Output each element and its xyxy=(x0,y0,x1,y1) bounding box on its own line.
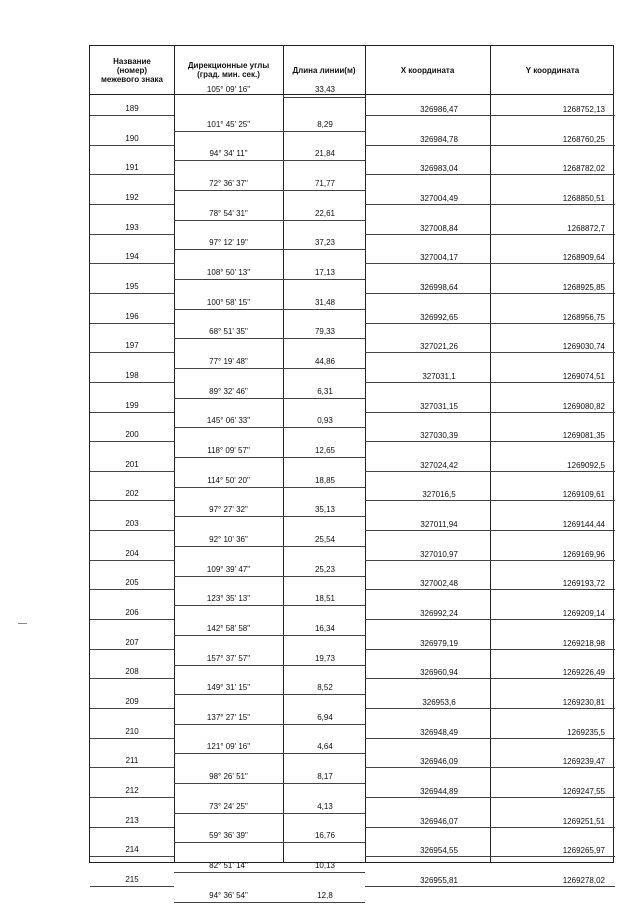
point-rule-x xyxy=(365,619,490,620)
segment-rule-length xyxy=(283,427,365,428)
point-rule-name xyxy=(90,382,174,383)
point-name: 207 xyxy=(125,637,139,647)
point-y: 1269169,96 xyxy=(562,549,605,559)
point-rule-name xyxy=(90,174,174,175)
segment-angle: 157° 37' 57" xyxy=(206,653,251,663)
segment-length: 21,84 xyxy=(314,149,336,159)
point-rule-x xyxy=(365,263,490,264)
point-rule-x xyxy=(365,767,490,768)
segment-angle: 100° 58' 15" xyxy=(206,297,251,307)
segment-rule-angle xyxy=(174,605,283,606)
segment-rule-length xyxy=(283,160,365,161)
point-y: 1268909,64 xyxy=(562,253,605,263)
segment-rule-length xyxy=(283,516,365,517)
segment-length: 8,29 xyxy=(317,119,333,129)
segment-rule-angle xyxy=(174,694,283,695)
segment-rule-angle xyxy=(174,724,283,725)
first-segment-rule xyxy=(283,97,365,98)
segment-rule-length xyxy=(283,902,365,903)
point-rule-y xyxy=(490,708,615,709)
point-name: 195 xyxy=(125,281,139,291)
point-name: 210 xyxy=(125,726,139,736)
segment-rule-angle xyxy=(174,516,283,517)
point-name: 213 xyxy=(125,815,139,825)
boundary-coordinates-table xyxy=(89,45,614,900)
point-rule-x xyxy=(365,174,490,175)
point-rule-x xyxy=(365,708,490,709)
segment-rule-length xyxy=(283,576,365,577)
point-rule-x xyxy=(365,382,490,383)
point-x: 327002,48 xyxy=(420,579,458,589)
point-y: 1268760,25 xyxy=(562,134,605,144)
point-rule-name xyxy=(90,145,174,146)
point-rule-y xyxy=(490,263,615,264)
point-rule-x xyxy=(365,234,490,235)
segment-length: 18,51 xyxy=(314,594,336,604)
point-rule-name xyxy=(90,886,174,887)
point-x: 327011,94 xyxy=(420,520,458,530)
point-x: 326992,65 xyxy=(420,312,458,322)
segment-length: 4,13 xyxy=(317,801,333,811)
segment-rule-angle xyxy=(174,872,283,873)
point-name: 194 xyxy=(125,252,139,262)
point-rule-y xyxy=(490,649,615,650)
point-rule-x xyxy=(365,441,490,442)
point-name: 205 xyxy=(125,578,139,588)
point-rule-y xyxy=(490,174,615,175)
point-name: 196 xyxy=(125,311,139,321)
column-divider xyxy=(283,46,284,862)
segment-rule-length xyxy=(283,249,365,250)
segment-rule-angle xyxy=(174,398,283,399)
segment-angle: 145° 06' 33" xyxy=(206,416,251,426)
point-rule-x xyxy=(365,678,490,679)
segment-rule-angle xyxy=(174,309,283,310)
segment-rule-angle xyxy=(174,249,283,250)
segment-angle: 109° 39' 47" xyxy=(206,564,251,574)
segment-angle: 118° 09' 57" xyxy=(207,445,250,455)
segment-rule-angle xyxy=(174,160,283,161)
point-y: 1269030,74 xyxy=(562,342,605,352)
header-y: Y координата xyxy=(525,65,580,75)
segment-angle: 89° 32' 46" xyxy=(209,386,248,396)
segment-angle: 94° 34' 11" xyxy=(209,149,248,159)
point-x: 327010,97 xyxy=(420,549,458,559)
point-x: 326979,19 xyxy=(420,638,458,648)
segment-length: 6,31 xyxy=(317,386,333,396)
point-rule-y xyxy=(490,619,615,620)
point-rule-name xyxy=(90,738,174,739)
point-y: 1269193,72 xyxy=(562,579,605,589)
point-rule-x xyxy=(365,204,490,205)
point-name: 203 xyxy=(125,519,139,529)
segment-rule-angle xyxy=(174,279,283,280)
segment-length: 0,93 xyxy=(317,416,333,426)
segment-rule-length xyxy=(283,546,365,547)
point-x: 327008,84 xyxy=(420,223,458,233)
point-rule-y xyxy=(490,500,615,501)
point-rule-name xyxy=(90,678,174,679)
segment-angle: 77° 19' 48" xyxy=(209,357,248,367)
point-rule-y xyxy=(490,678,615,679)
point-x: 327031,15 xyxy=(420,401,458,411)
point-y: 1269081,35 xyxy=(562,431,605,441)
segment-length: 17,13 xyxy=(314,268,336,278)
point-x: 326944,89 xyxy=(420,786,458,796)
segment-rule-length xyxy=(283,487,365,488)
point-x: 326960,94 xyxy=(420,668,458,678)
segment-angle: 121° 09' 16" xyxy=(206,742,251,752)
segment-rule-angle xyxy=(174,131,283,132)
point-x: 326946,09 xyxy=(420,757,458,767)
point-rule-name xyxy=(90,856,174,857)
point-x: 326998,64 xyxy=(420,282,458,292)
segment-rule-length xyxy=(283,398,365,399)
header-name-line-1: Название xyxy=(113,56,151,66)
segment-angle: 82° 51' 14" xyxy=(209,861,248,871)
point-x: 326984,78 xyxy=(420,134,458,144)
segment-rule-length xyxy=(283,190,365,191)
point-x: 326955,81 xyxy=(420,875,458,885)
point-rule-x xyxy=(365,293,490,294)
point-name: 204 xyxy=(125,548,139,558)
point-rule-name xyxy=(90,323,174,324)
point-rule-y xyxy=(490,115,615,116)
segment-length: 6,94 xyxy=(317,712,333,722)
point-rule-x xyxy=(365,323,490,324)
point-x: 326954,55 xyxy=(420,846,458,856)
point-name: 192 xyxy=(125,192,139,202)
point-rule-y xyxy=(490,560,615,561)
point-rule-x xyxy=(365,649,490,650)
point-x: 327004,49 xyxy=(420,193,458,203)
point-rule-name xyxy=(90,263,174,264)
point-rule-y xyxy=(490,293,615,294)
point-rule-y xyxy=(490,204,615,205)
point-x: 327030,39 xyxy=(420,431,458,441)
segment-rule-angle xyxy=(174,338,283,339)
segment-angle: 108° 50' 13" xyxy=(206,268,251,278)
point-rule-x xyxy=(365,827,490,828)
segment-rule-length xyxy=(283,338,365,339)
segment-rule-length xyxy=(283,724,365,725)
margin-mark xyxy=(18,623,27,624)
segment-rule-angle xyxy=(174,457,283,458)
point-y: 1269278,02 xyxy=(562,875,605,885)
point-rule-y xyxy=(490,530,615,531)
point-x: 327016,5 xyxy=(422,490,456,500)
segment-rule-angle xyxy=(174,368,283,369)
point-rule-x xyxy=(365,738,490,739)
point-rule-name xyxy=(90,352,174,353)
segment-length: 35,13 xyxy=(314,505,336,515)
point-x: 327024,42 xyxy=(420,460,458,470)
segment-rule-angle xyxy=(174,487,283,488)
point-rule-name xyxy=(90,708,174,709)
segment-rule-length xyxy=(283,813,365,814)
segment-rule-length xyxy=(283,605,365,606)
point-y: 1268872,7 xyxy=(567,223,605,233)
point-rule-y xyxy=(490,145,615,146)
segment-angle: 114° 50' 20" xyxy=(207,475,250,485)
segment-rule-length xyxy=(283,665,365,666)
segment-rule-length xyxy=(283,872,365,873)
point-y: 1269109,61 xyxy=(562,490,605,500)
segment-angle: 137° 27' 15" xyxy=(206,712,251,722)
point-rule-y xyxy=(490,471,615,472)
point-y: 1269265,97 xyxy=(562,846,605,856)
segment-rule-length xyxy=(283,279,365,280)
segment-rule-length xyxy=(283,783,365,784)
point-y: 1269092,5 xyxy=(567,460,605,470)
segment-rule-angle xyxy=(174,190,283,191)
segment-rule-angle xyxy=(174,220,283,221)
point-y: 1269218,98 xyxy=(562,638,605,648)
segment-length: 31,48 xyxy=(314,297,336,307)
point-name: 189 xyxy=(125,104,139,113)
segment-length: 8,17 xyxy=(317,772,333,782)
point-y: 1269144,44 xyxy=(562,520,605,530)
point-y: 1269080,82 xyxy=(562,401,605,411)
segment-angle: 92° 10' 36" xyxy=(209,534,248,544)
point-y: 1269226,49 xyxy=(562,668,605,678)
segment-rule-angle xyxy=(174,427,283,428)
point-rule-name xyxy=(90,412,174,413)
segment-angle: 123° 35' 13" xyxy=(206,594,251,604)
point-x: 326953,6 xyxy=(422,698,456,707)
segment-rule-angle xyxy=(174,576,283,577)
segment-length: 79,33 xyxy=(314,327,336,337)
segment-rule-angle xyxy=(174,635,283,636)
segment-angle: 97° 27' 32" xyxy=(209,505,248,515)
point-rule-x xyxy=(365,797,490,798)
segment-angle: 73° 24' 25" xyxy=(209,801,248,811)
point-name: 197 xyxy=(125,341,139,351)
point-rule-y xyxy=(490,412,615,413)
point-x: 327004,17 xyxy=(420,253,458,263)
point-rule-name xyxy=(90,293,174,294)
segment-rule-angle xyxy=(174,783,283,784)
segment-length: 19,73 xyxy=(314,653,336,663)
point-rule-x xyxy=(365,115,490,116)
segment-angle: 72° 36' 37" xyxy=(209,179,248,189)
point-rule-y xyxy=(490,797,615,798)
point-rule-name xyxy=(90,530,174,531)
segment-rule-length xyxy=(283,457,365,458)
segment-length: 71,77 xyxy=(314,179,336,189)
segment-length: 16,76 xyxy=(314,831,336,841)
header-x: X координата xyxy=(400,65,455,75)
point-x: 326986,47 xyxy=(420,105,458,114)
segment-angle: 94° 36' 54" xyxy=(209,890,248,900)
segment-rule-length xyxy=(283,220,365,221)
point-rule-name xyxy=(90,797,174,798)
segment-angle: 68° 51' 35" xyxy=(209,327,248,337)
segment-length: 44,86 xyxy=(314,357,336,367)
segment-rule-length xyxy=(283,309,365,310)
point-rule-name xyxy=(90,204,174,205)
point-name: 191 xyxy=(125,163,139,173)
segment-rule-angle xyxy=(174,546,283,547)
segment-rule-length xyxy=(283,842,365,843)
first-segment-angle: 105° 09' 16" xyxy=(206,85,251,94)
point-x: 326948,49 xyxy=(420,727,458,737)
segment-length: 12,8 xyxy=(317,890,333,900)
segment-length: 4,64 xyxy=(317,742,333,752)
point-x: 327031,1 xyxy=(422,371,456,381)
point-rule-y xyxy=(490,738,615,739)
point-rule-name xyxy=(90,589,174,590)
column-divider xyxy=(365,46,366,862)
point-rule-x xyxy=(365,412,490,413)
point-y: 1268752,13 xyxy=(562,105,605,114)
point-name: 211 xyxy=(125,756,139,766)
column-divider xyxy=(174,46,175,862)
segment-rule-angle xyxy=(174,813,283,814)
point-rule-x xyxy=(365,560,490,561)
point-y: 1268850,51 xyxy=(562,193,605,203)
point-rule-x xyxy=(365,530,490,531)
segment-angle: 142° 58' 58" xyxy=(206,623,251,633)
point-rule-x xyxy=(365,352,490,353)
point-name: 214 xyxy=(125,845,139,855)
point-y: 1269239,47 xyxy=(562,757,605,767)
point-name: 193 xyxy=(125,222,139,232)
segment-length: 22,61 xyxy=(314,208,336,218)
segment-length: 18,85 xyxy=(314,475,336,485)
point-rule-x xyxy=(365,500,490,501)
point-y: 1268925,85 xyxy=(562,282,605,292)
header-name-line-2: (номер) xyxy=(116,65,148,75)
point-rule-y xyxy=(490,856,615,857)
segment-rule-length xyxy=(283,753,365,754)
point-y: 1268956,75 xyxy=(562,312,605,322)
point-rule-x xyxy=(365,145,490,146)
segment-rule-length xyxy=(283,694,365,695)
point-rule-x xyxy=(365,589,490,590)
point-rule-name xyxy=(90,441,174,442)
point-y: 1269230,81 xyxy=(562,698,605,707)
segment-rule-length xyxy=(283,368,365,369)
segment-length: 8,52 xyxy=(317,683,333,693)
point-rule-x xyxy=(365,471,490,472)
segment-rule-length xyxy=(283,131,365,132)
segment-rule-angle xyxy=(174,665,283,666)
point-x: 327021,26 xyxy=(420,342,458,352)
point-rule-name xyxy=(90,500,174,501)
segment-length: 10,13 xyxy=(314,861,336,871)
point-y: 1269251,51 xyxy=(562,816,605,826)
point-x: 326983,04 xyxy=(420,164,458,174)
point-y: 1269247,55 xyxy=(562,786,605,796)
point-y: 1269235,5 xyxy=(567,727,605,737)
point-name: 208 xyxy=(125,667,139,677)
point-rule-name xyxy=(90,471,174,472)
header-angle-line-1: Дирекционные углы xyxy=(187,61,270,70)
segment-rule-angle xyxy=(174,842,283,843)
point-name: 198 xyxy=(125,370,139,380)
segment-angle: 101° 45' 25" xyxy=(206,119,251,129)
segment-length: 37,23 xyxy=(314,238,336,248)
point-rule-y xyxy=(490,589,615,590)
point-rule-y xyxy=(490,886,615,887)
segment-angle: 78° 54' 31" xyxy=(209,208,248,218)
segment-rule-angle xyxy=(174,902,283,903)
point-rule-name xyxy=(90,560,174,561)
point-name: 215 xyxy=(125,874,139,884)
point-name: 202 xyxy=(125,489,139,499)
header-length: Длина линии(м) xyxy=(292,65,356,75)
point-name: 209 xyxy=(125,697,139,706)
segment-rule-angle xyxy=(174,753,283,754)
segment-length: 16,34 xyxy=(314,623,336,633)
first-segment-length: 33,43 xyxy=(314,85,336,94)
segment-angle: 98° 26' 51" xyxy=(209,772,248,782)
point-rule-y xyxy=(490,234,615,235)
point-rule-name xyxy=(90,649,174,650)
segment-rule-length xyxy=(283,635,365,636)
point-rule-name xyxy=(90,234,174,235)
point-name: 190 xyxy=(125,133,139,143)
header-name xyxy=(90,46,174,94)
column-divider xyxy=(490,46,491,862)
point-x: 326946,07 xyxy=(420,816,458,826)
point-rule-y xyxy=(490,323,615,324)
point-rule-name xyxy=(90,827,174,828)
header-angle-line-2: (град. мин. сек.) xyxy=(197,70,260,79)
point-rule-name xyxy=(90,619,174,620)
segment-angle: 149° 31' 15" xyxy=(206,683,251,693)
point-rule-y xyxy=(490,827,615,828)
segment-length: 12,65 xyxy=(314,445,336,455)
point-y: 1269074,51 xyxy=(562,371,605,381)
point-y: 1269209,14 xyxy=(562,609,605,619)
segment-length: 25,54 xyxy=(314,534,336,544)
point-name: 199 xyxy=(125,400,139,410)
point-rule-y xyxy=(490,382,615,383)
point-rule-name xyxy=(90,115,174,116)
segment-length: 25,23 xyxy=(314,564,336,574)
point-rule-y xyxy=(490,441,615,442)
segment-angle: 59° 36' 39" xyxy=(209,831,248,841)
point-rule-y xyxy=(490,352,615,353)
point-name: 201 xyxy=(125,459,139,469)
point-y: 1268782,02 xyxy=(562,164,605,174)
point-rule-x xyxy=(365,856,490,857)
point-rule-x xyxy=(365,886,490,887)
point-rule-name xyxy=(90,767,174,768)
point-name: 212 xyxy=(125,785,139,795)
point-rule-y xyxy=(490,767,615,768)
segment-angle: 97° 12' 19" xyxy=(209,238,248,248)
header-name-line-3: межевого знака xyxy=(100,74,164,84)
point-name: 200 xyxy=(125,430,139,440)
point-name: 206 xyxy=(125,608,139,618)
point-x: 326992,24 xyxy=(420,609,458,619)
